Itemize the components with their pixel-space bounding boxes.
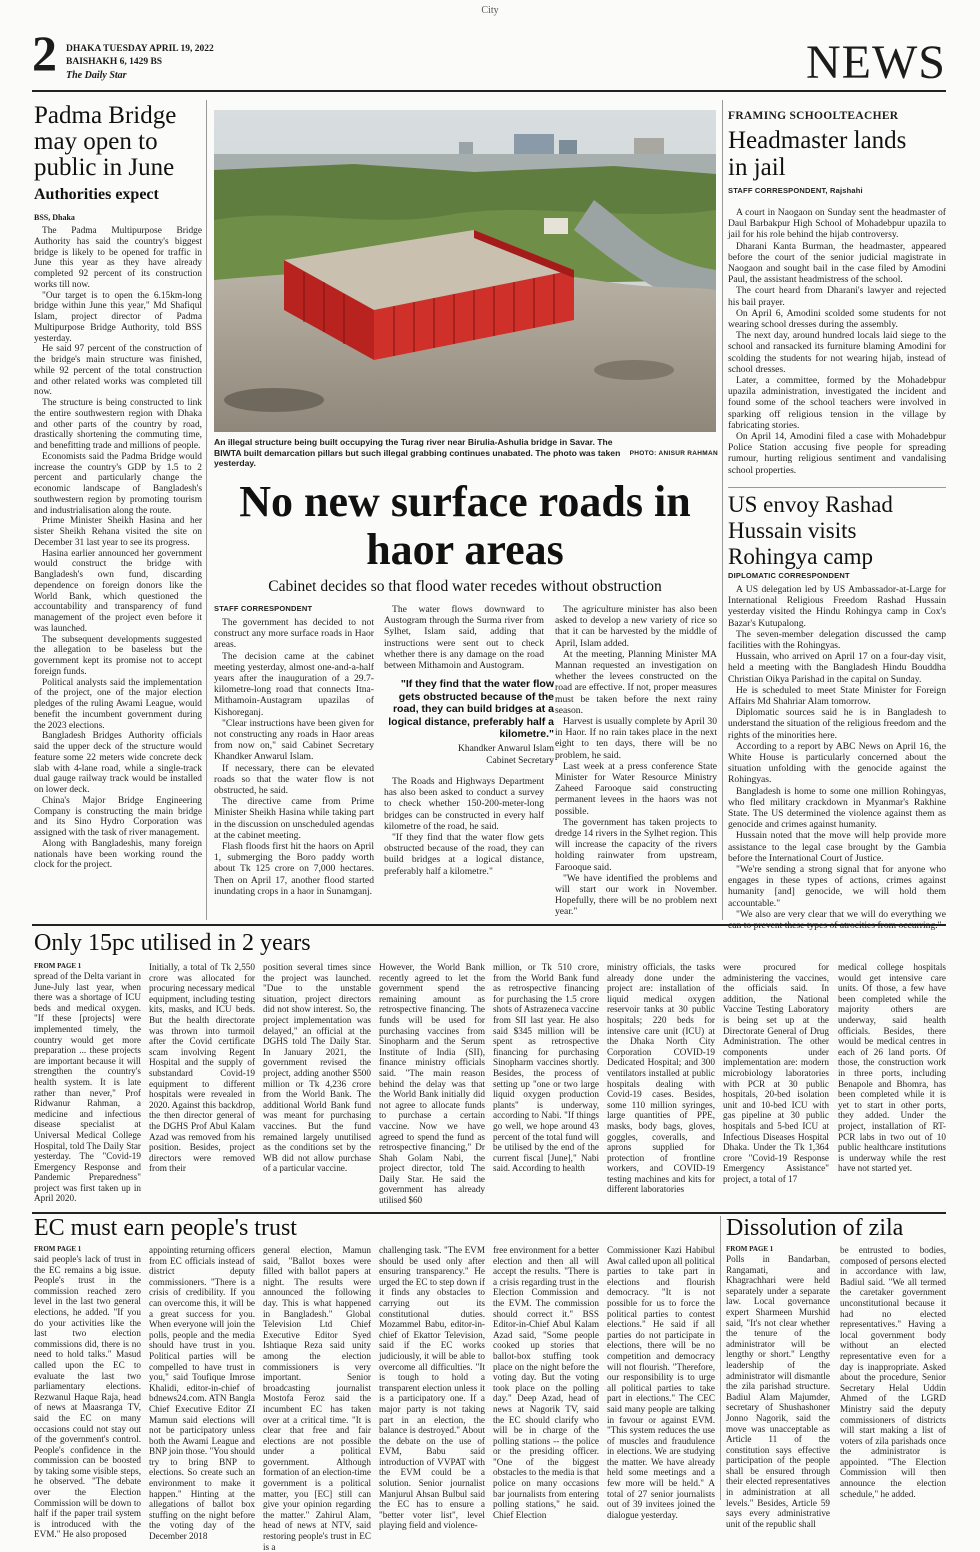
padma-para: China's Major Bridge Engineering Company is constructing the main bridge and its Sino Hydro Corporation was assigned with the task of river management. [34, 795, 202, 838]
envoy-byline: DIPLOMATIC CORRESPONDENT [728, 571, 850, 580]
haor-col1 [214, 617, 374, 917]
ec-col: appointing returning officers from EC officials instead of district deputy commissioners. "There is a crisis of credibility. If you can overcome this, it will be a great success for you. When everyone will join the polls, people and the media should have trust in you. Political parties will be compelled to have trust in you," said Toufique Imrose Khalidi, editor-in-chief of bdnews24.com. ATN Bangla Chief Executive Editor ZI Mamun said elections will not be participatory unless both the Awami League and BNP join those. "You should try to bring BNP to elections. So create such an environment to make it happen." Hinting at the allegations of ballot box stuffing on the night before the voting day of the December 2018 [149, 1245, 255, 1542]
envoy-para: "We're sending a strong signal that for anyone who engages in these types of actions, crimes against humanity [and] genocide, we will hold them accountable." [728, 864, 946, 909]
padma-para: Economists said the Padma Bridge would increase the country's GDP by 1.5 to 2 percent and particularly change the economic landscape of Bangladesh's southwestern region by promoting tourism and industrialisation along the route. [34, 451, 202, 516]
section-title: NEWS [806, 36, 946, 89]
ec-col: said people's lack of trust in the EC remains a big issue. People's trust in the commission reached zero level in the last two general elections, he added. "If you do your activities like the last two election commissions did, there is no need to hold talks." Masud called upon the EC to evaluate the last two parliamentary elections. Rezwanul Haque Raja, head of news at Maasranga TV, said the EC on many occasions could not stay out of the government's control. People's confidence in the commission can be boosted by taking some visible steps, he observed. "The debate over the Election Commission will be down to half if the paper trail system is introduced with the EVM." He also proposed [34, 1254, 141, 1540]
masthead-rule [32, 90, 946, 92]
padma-para: Political analysts said the implementation of the project, one of the major election pledges of the ruling Awami League, would benefit the incumbent government during the 2023 elections. [34, 677, 202, 731]
headmaster-byline: STAFF CORRESPONDENT, Rajshahi [728, 186, 863, 195]
padma-para: He said 97 percent of the construction of the bridge's main structure was finished, while 92 percent of the total construction and other related works was completed till now. [34, 344, 202, 398]
headmaster-para: On April 14, Amodini filed a case with Mohadebpur Police Station accusing five people for spreading rumour, hurting religious sentiment and vandalising school properties. [728, 431, 946, 476]
haor-para: The agriculture minister has also been asked to develop a new variety of rice so that it can be harvested by the middle of April, Islam added. [555, 604, 717, 649]
haor-para: "We have identified the problems and will start our work in November. Hopefully, there will be no problem next year." [555, 872, 717, 918]
column-divider [720, 1216, 721, 1500]
photo-caption: An illegal structure being built occupying the Turag river near Birulia-Ashulia bridge in Savar. The BIWTA built demarcation pillars but such illegal grabbing continues unabated. The photo was taken yesterday. [214, 437, 621, 468]
utilised-col: million, or Tk 510 crore, from the World Bank fund as retrospective financing for purchasing the 1.5 crore shots of Astrazeneca vaccine from SII last year. He also said $345 million will be spent as retrospective financing for purchasing Sinopharm vaccines shortly. Besides, the process of setting up "one or two large liquid oxygen production plants" is underway, according to Nabi. "If things go well, we hope around 43 percent of the total fund will be utilised by the end of the current fiscal [June]," Nabi said. According to health [493, 962, 599, 1174]
padma-byline: BSS, Dhaka [34, 213, 75, 222]
utilised-col: However, the World Bank recently agreed to let the government spend the remaining amount as retrospective financing. The funds will be used for purchasing vaccines from Sinopharm and the Serum Institute of India (SII), finance ministry officials said. "The main reason behind the delay was that the World Bank initially did not agree to allocate funds to purchase a certain vaccine. Now we have agreed to spend the fund as retrospective financing," Dr Shah Golam Nabi, the project director, told The Daily Star. He said the government has already utilised $60 [379, 962, 485, 1206]
utilised-col: ministry officials, the tasks already done under the project are: installation of liquid medical oxygen reservoir tanks at 30 public hospitals; 220 beds for intensive care unit (ICU) at the Dhaka North City Corporation COVID-19 Dedicated Hospital; and 300 ventilators installed at public hospitals dealing with Covid-19 cases. Besides, some 110 million syringes, large quantities of PPE, masks, body bags, gloves, goggles, coveralls, and aprons supplied for protection of frontline workers, and COVID-19 testing machines and kits for different laboratories [607, 962, 715, 1195]
headmaster-para: The next day, around hundred locals laid siege to the school and ransacked its furniture blaming Amodini for scolding the students for not wearing hijab, instead of school dresses. [728, 330, 946, 375]
padma-para: Prime Minister Sheikh Hasina and her sister Sheikh Rehana visited the site on December 31 last year to see its progress. [34, 516, 202, 548]
zila-from-page: FROM PAGE 1 [726, 1245, 774, 1253]
headmaster-kicker: FRAMING SCHOOLTEACHER [728, 110, 899, 122]
utilised-from-page: FROM PAGE 1 [34, 962, 82, 970]
ec-col: free environment for a better election and then all will accept the results. "There is a crisis regarding trust in the Election Commission and the EVM. The commission should correct it." BSS Editor-in-Chief Abul Kalam Azad said, "Some people cooked up stories that ballot-box stuffing took place on the night before the voting day. But the voting took place on the polling day." Deep Azad, head of news at Nagorik TV, said the EC should clarify who will be in charge of the polling stations -- the police or the presiding officer. "One of the biggest obstacles to the media is that police on many occasions bar journalists from entering polling stations," he said. Chief Election [493, 1245, 599, 1520]
envoy-para: He is scheduled to meet State Minister for Foreign Affairs Md Shahriar Alam tomorrow. [728, 684, 946, 708]
padma-para: Bangladesh Bridges Authority officials said the upper deck of the structure would feature some 22 meters wide concrete deck slab with 4-lane road, while a single-track dual gauge railway track would be installed on lower deck. [34, 731, 202, 795]
zila-col: Polls in Bandarban, Rangamati, and Khagrachhari were held separately under a separate law. Local governance expert Sharmeen Murshid said, "It's not clear whether the tenure of the administrator will be lengthy or short." Lengthy leadership of the administrator will dismantle the zila parishad structure. Badiul Alam Majumder, secretary of Shushashoner Jonno Nagorik, said the move was unacceptable as Article 11 of the constitution says effective participation of the people shall be ensured through their elected representatives in administration at all levels." Besides, Article 59 says every administrative unit of the republic shall [726, 1254, 830, 1529]
padma-para: Hasina earlier announced her government would construct the bridge with Bangladesh's own fund, discarding dependence on foreign donors like the World Bank, which questioned the accountability and transparency of fund management of the project even before it was launched. [34, 548, 202, 634]
haor-col2-top [384, 604, 544, 672]
haor-para: Harvest is usually complete by April 30 in Haor. If no rain takes place in the next eight to ten days, there will be no problem, he said. [555, 716, 717, 761]
padma-para: The subsequent developments suggested the allegation to be baseless but the government kept its promise not to accept foreign funds. [34, 634, 202, 677]
column-divider [206, 100, 207, 920]
top-section-label: City [481, 5, 499, 16]
envoy-para: A US delegation led by US Ambassador-at-Large for International Religious Freedom Rashad Hussain yesterday visited the Hindu Rohingya camp in Cox's Bazar's Kutupalong. [728, 584, 946, 629]
padma-para: "Our target is to open the 6.15km-long bridge within June this year," Md Shafiqul Islam, project director of Padma Multipurpose Bridge Authority, told BSS yesterday. [34, 290, 202, 344]
date-line: DHAKA TUESDAY APRIL 19, 2022 [66, 44, 214, 54]
quote-title: Cabinet Secretary [486, 756, 554, 766]
headmaster-headline: Headmaster lands in jail [728, 127, 907, 181]
headmaster-para: Dharani Kanta Burman, the headmaster, appeared before the court of the senior judicial magistrate in Naogaon and sought bail in the case filed by Amodini Paul, the assistant headmistress of the school. [728, 240, 946, 286]
padma-para: The Padma Multipurpose Bridge Authority has said the country's biggest bridge is likely to be opened for traffic in June this year as they have already completed 92 percent of its construction works till now. [34, 226, 202, 290]
utilised-col: were procured for administering the vaccines, the officials said. In addition, the National Vaccine Testing Laboratory is being set up at the Directorate General of Drug Administration. The other components under implementation are: modern microbiology laboratories with PCR at 30 public hospitals, 20-bed isolation unit and 10-bed ICU with gas pipeline at 30 public hospitals and 5-bed ICU at Infectious Diseases Hospital Dhaka. Under the Tk 1,364 crore "Covid-19 Response Emergency Assistance" project, a total of 17 [723, 962, 829, 1184]
envoy-para: According to a report by ABC News on April 16, the White House is particularly concerned about the situation unfolding with the genocide against the Rohingyas. [728, 740, 946, 786]
padma-headline: Padma Bridge may open to public in June [34, 102, 177, 181]
haor-subhead: Cabinet decides so that flood water recedes without obstruction [268, 578, 662, 595]
haor-col2-bottom [384, 776, 544, 916]
haor-para: The water flows downward to Austogram through the Surma river from Sylhet, Islam said, adding that instructions were sent out to check whether there is any damage on the road between Mithamoin and Austogram. [384, 604, 544, 672]
headmaster-para: Later, a committee, formed by the Mohadebpur upazila administration, investigated the incident and found some of the school teachers were involved in sparking off religious tension in the village by fabricating stories. [728, 375, 946, 431]
haor-para: The government has taken projects to dredge 14 rivers in the Sylhet region. This will increase the capacity of the rivers holding rainwater from upstream, Farooque said. [555, 816, 717, 873]
page-number: 2 [32, 25, 57, 81]
photo-illustration [214, 110, 716, 432]
quote-name: Khandker Anwarul Islam [457, 744, 554, 754]
ec-headline: EC must earn people's trust [34, 1215, 297, 1241]
envoy-para: The seven-member delegation discussed the camp facilities with the Rohingyas. [728, 628, 946, 652]
haor-para: Last week at a press conference State Minister for Water Resource Ministry Zaheed Farooque said constructing permanent levees in the haors was not possible. [555, 760, 717, 817]
haor-byline: STAFF CORRESPONDENT [214, 604, 313, 613]
haor-para: The decision came at the cabinet meeting yesterday, almost one-and-a-half years after the inauguration of a 29.7-kilometre-long road that connects Itna-Mithamoin-Austagram upazilas of Kishoreganj. [214, 650, 374, 718]
zila-headline: Dissolution of zila [726, 1215, 904, 1241]
haor-para: "If they find that the water flow gets obstructed because of the road, they can build bridges at a logical distance, preferably half a kilometre." [384, 832, 544, 877]
envoy-para: Hussain noted that the move will help provide more assistance to the legal case brought by the Gambia before the International Court of Justice. [728, 830, 946, 864]
utilised-col: Initially, a total of Tk 2,550 crore was allocated for procuring necessary medical equipment, including testing kits, masks, and ICU beds. But the health directorate was thrown into turmoil after the Covid certificate scam involving Regent Hospital and the supply of substandard Covid-19 equipment to different hospitals were revealed in 2020. Against this backdrop, the then director general of the DGHS Prof Abul Kalam Azad was removed from his position. Besides, project directors were removed from their [149, 962, 255, 1174]
ec-from-page: FROM PAGE 1 [34, 1245, 82, 1253]
haor-para: If necessary, there can be elevated roads so that the water flow is not obstructed, he said. [214, 762, 374, 797]
haor-para: The Roads and Highways Department has also been asked to conduct a survey to check whether 150-200-meter-long bridges can be constructed in every half kilometre of the road, he said. [384, 776, 544, 832]
envoy-para: Bangladesh is home to some one million Rohingyas, who fled military crackdown in Myanmar's Rakhine State. The US determined the violence against them as genocide and crimes against humanity. [728, 785, 946, 831]
news-photo [214, 110, 716, 432]
column-divider [722, 100, 723, 920]
bengali-date: BAISHAKH 6, 1429 BS [66, 57, 163, 67]
haor-pullquote: "If they find that the water flow gets obstructed because of the road, they can build bridges at a logical distance, preferably half a kilometre." [388, 678, 554, 740]
utilised-col: spread of the Delta variant in June-July last year, when there was a shortage of ICU beds and medical oxygen. "If these [projects] were implemented timely, the country would get more preparation ... these projects are important because it will strengthen the country's health system. It is late rather than never," Prof Ridwanur Rahman, a medicine and infectious disease specialist at Universal Medical College Hospital, told The Daily Star yesterday. The "Covid-19 Emergency Response and Pandemic Preparedness" project was first taken up in April 2020. [34, 971, 141, 1204]
envoy-para: Diplomatic sources said he is in Bangladesh to understand the situation of the religious freedom and the rights of the minorities here. [728, 707, 946, 741]
headmaster-para: A court in Naogaon on Sunday sent the headmaster of Daul Barbakpur High School of Mohadebpur upazila to jail for his role behind the hijab controversy. [728, 207, 946, 241]
envoy-body [728, 584, 946, 918]
story-divider [728, 487, 946, 488]
envoy-para: "We also are very clear that we will do everything we [736, 908, 946, 920]
haor-headline: No new surface roads in haor areas [239, 477, 691, 574]
haor-para: The government has decided to not construct any more surface roads in Haor areas. [214, 617, 374, 651]
haor-col3 [555, 604, 717, 917]
padma-body [34, 226, 202, 918]
ec-col: challenging task. "The EVM should be used only after ensuring transparency." He urged the EC to step down if it finds any obstacles to carrying out its constitutional duties. Mozammel Babu, editor-in-chief of Ekattor Television, said if the EC works judiciously, it will be able to overcome all difficulties. "It is tough to hold a transparent election unless it is a participatory one. If a major party is not taking part in an election, the balance is destroyed." About the debate on the use of EVM, Babu said introduction of VVPAT with the EVM could be a solution. Senior journalist Manjurul Ahsan Bulbul said the EC has to ensure a "better voter list", level playing field and violence- [379, 1245, 485, 1531]
utilised-headline: Only 15pc utilised in 2 years [34, 930, 311, 956]
haor-para: At the meeting, Planning Minister MA Mannan requested an investigation on whether the levees constructed on the road are effective. If not, proper measures must be taken before the next rainy season. [555, 648, 717, 716]
haor-para: Flash floods first hit the haors on April 1, submerging the Boro paddy worth about Tk 125 crore on 7,000 hectares. Then on April 17, another flood started inundating crops in a haor in Sunamganj. [214, 841, 374, 897]
headmaster-para: The court heard from Dharani's lawyer and rejected his bail prayer. [728, 285, 946, 308]
utilised-col: medical college hospitals would get intensive care units. Of those, a few have been completed while the majority others are underway, said health officials. Besides, there would be medical centres in each of 26 land ports. Of those, the construction work in three ports, including Benapole and Bhomra, has been completed while it is yet to start in other ports, they added. Under the project, installation of RT-PCR labs in two out of 10 public healthcare institutions is underway while the rest have not started yet. [838, 962, 946, 1174]
paper-name: The Daily Star [66, 70, 127, 81]
photo-credit: PHOTO: ANISUR RAHMAN [629, 450, 718, 457]
utilised-col: position several times since the project was launched. "Due to the unstable situation, project directors did not show interest. So, the project implementation was delayed," an official at the DGHS told The Daily Star. In January 2021, the government revised the project, adding another $500 million or Tk 4,236 crore from the World Bank. The additional World Bank fund was meant for purchasing vaccines. But the fund remained largely unutilised as the conditions set by the WB did not allow purchase of a particular vaccine. [263, 962, 371, 1174]
ec-col: Commissioner Kazi Habibul Awal called upon all political parties to take part in elections and flourish democracy. "It is not possible for us to force the political parties to contest elections." He said if all parties do not participate in elections, there will be no competition and democracy will not flourish. "Therefore, our responsibility is to urge all political parties to take part in elections." The CEC said many people are talking in favour or against EVM. "This system reduces the use of muscles and fraudulence in elections. We are studying the matter. We have already held some meetings and a few more will be held." A total of 27 senior journalists out of 39 invitees joined the dialogue yesterday. [607, 1245, 715, 1520]
section-rule [32, 924, 946, 926]
envoy-para: Hussain, who arrived on April 17 on a four-day visit, held a meeting with the Bangladesh Hindu Bouddha Christian Oikya Parishad in the capital on Sunday. [728, 651, 946, 685]
padma-para: The structure is being constructed to link the entire southwestern region with Dhaka and other parts of the country by road, drastically shortening the commuting time, and benefitting trade and millions of people. [34, 398, 202, 451]
headmaster-para: On April 6, Amodini scolded some students for not wearing school dresses during the assembly. [728, 307, 946, 331]
envoy-headline: US envoy Rashad Hussain visits Rohingya camp [728, 492, 893, 569]
padma-kicker: Authorities expect [34, 186, 159, 203]
haor-para: The directive came from Prime Minister Sheikh Hasina while taking part in the discussion on unscheduled agendas at the cabinet meeting. [214, 796, 374, 841]
padma-para: Along with Bangladeshis, many foreign nationals have been working round the clock for the project. [34, 838, 202, 871]
headmaster-body [728, 207, 946, 483]
zila-col: be entrusted to bodies, composed of persons elected in accordance with law, Badiul said. "We all termed the caretaker government unconstitutional because it had no elected representatives." Having a local government body without an elected representative even for a day is inappropriate. Asked about the procedure, Senior Secretary Helal Uddin Ahmed of the LGRD Ministry said the deputy commissioners of districts will start making a list of voters of zila parishads once the administrator is appointed. "The Election Commission will then announce the election schedule," he added. [840, 1245, 946, 1499]
ec-col: general election, Mamun said, "Ballot boxes were filled with ballot papers at night. The results were announced the following day. This is what happened in Bangladesh." Global Television Ltd Chief Executive Editor Syed Ishtiaque Reza said unity among the election commissioners is very important. Senior broadcasting journalist Mostofa Feroz said the incumbent EC has taken over at a critical time. "It is clear that free and fair elections are not possible under a political government. Although formation of an election-time government is a political matter, you [EC] still can give your opinion regarding the matter." Zahirul Alam, head of news at NTV, said restoring people's trust in EC is a [263, 1245, 371, 1552]
haor-para: "Clear instructions have been given for not constructing any roads in Haor areas from now on," said Cabinet Secretary Khandker Anwarul Islam. [214, 717, 374, 763]
